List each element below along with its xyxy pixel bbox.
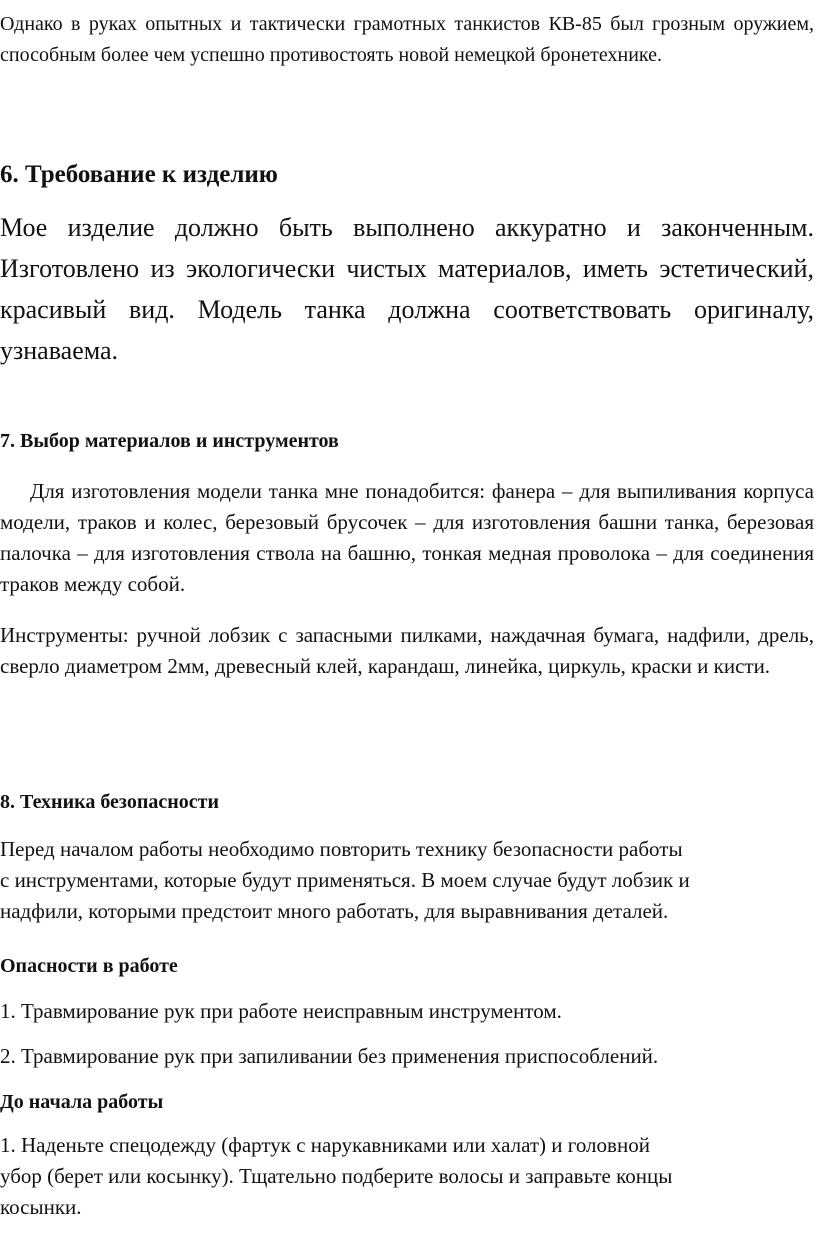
hazards-heading: Опасности в работе — [0, 955, 178, 977]
safety-paragraph — [0, 834, 814, 927]
before-work-line: убор (берет или косынку). Тщательно подберите волосы и заправьте концы — [0, 1164, 673, 1188]
section-6-heading: 6. Требование к изделию — [0, 161, 278, 188]
tools-paragraph: Инструменты: ручной лобзик с запасными пилками, наждачная бумага, надфили, дрель, сверло диаметром 2мм, древесный клей, карандаш, линейка, циркуль, краски и кисти. — [0, 623, 814, 678]
before-work-line: косынки. — [0, 1195, 82, 1219]
hazard-item: 1. Травмирование рук при работе неисправным инструментом. — [0, 999, 562, 1023]
materials-paragraph: Для изготовления модели танка мне понадобится: фанера – для выпиливания корпуса модели, траков и колес, березовый брусочек – для изготовления башни танка, березовая палочка – для изготовления ствола на башню, тонкая медная проволока – для соединения траков между собой. — [0, 479, 814, 596]
safety-paragraph-line: с инструментами, которые будут применяться. В моем случае будут лобзик и — [0, 868, 690, 892]
safety-paragraph-line: Перед началом работы необходимо повторить технику безопасности работы — [0, 837, 683, 861]
before-work-heading: До начала работы — [0, 1091, 164, 1113]
before-work-item — [0, 1130, 814, 1223]
intro-paragraph: Однако в руках опытных и тактически грамотных танкистов КВ-85 был грозным оружием, способным более чем успешно противостоять новой немецкой бронетехнике. — [0, 13, 814, 66]
before-work-line: 1. Наденьте спецодежду (фартук с нарукавниками или халат) и головной — [0, 1133, 650, 1157]
section-8-heading: 8. Техника безопасности — [0, 791, 220, 813]
hazard-item: 2. Травмирование рук при запиливании без применения приспособлений. — [0, 1044, 659, 1068]
section-7-heading: 7. Выбор материалов и инструментов — [0, 430, 339, 452]
section-6-paragraph: Мое изделие должно быть выполнено аккуратно и законченным. Изготовлено из экологически чистых материалов, иметь эстетический, красивый вид. Модель танка должна соответствовать оригиналу, узнаваема. — [0, 213, 814, 365]
safety-paragraph-line: надфили, которыми предстоит много работать, для выравнивания деталей. — [0, 899, 669, 923]
